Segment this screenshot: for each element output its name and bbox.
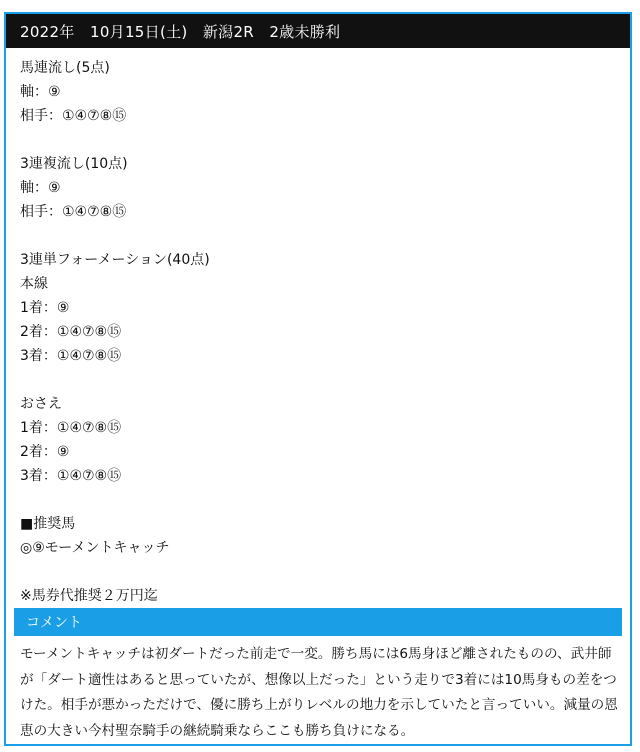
comment-text: モーメントキャッチは初ダートだった前走で一変。勝ち馬には6馬身ほど離されたものの、武井師が「ダート適性はあると思っていたが、想像以上だった」という走りで3着には10馬身もの差をつけた。相手が悪かっただけで、優に勝ち上がりレベルの地力を示していたと言っていい。減量の恩恵の大きい今村聖奈騎手の継続騎乗ならここも勝ち負けになる。 [20,646,618,739]
sanrentan-cover-first: 1着：①④⑦⑧⑮ [20,420,122,436]
sanrentan-main-first: 1着：⑨ [20,300,70,316]
race-header [6,14,630,48]
sanrenpuku-title: 3連複流し(10点) [20,156,128,172]
race-title: 2022年 10月15日(土) 新潟2R 2歳未勝利 [20,22,341,41]
umaren-axis: 軸：⑨ [20,84,61,100]
umaren-title: 馬連流し(5点) [20,60,110,76]
sanrentan-cover-label: おさえ [20,396,62,412]
sanrentan-cover-third: 3着：①④⑦⑧⑮ [20,468,122,484]
budget-note: ※馬券代推奨２万円迄 [20,588,158,604]
sanrentan-title: 3連単フォーメーション(40点) [20,252,210,268]
sanrentan-cover-second: 2着：⑨ [20,444,70,460]
umaren-partners: 相手：①④⑦⑧⑮ [20,108,127,124]
sanrentan-main-third: 3着：①④⑦⑧⑮ [20,348,122,364]
bets-section [6,48,630,608]
race-card [4,12,632,746]
sanrenpuku-axis: 軸：⑨ [20,180,61,196]
comment-label: コメント [26,615,82,631]
comment-header [14,608,622,636]
sanrentan-main-second: 2着：①④⑦⑧⑮ [20,324,122,340]
sanrentan-main-label: 本線 [20,276,48,292]
sanrenpuku-partners: 相手：①④⑦⑧⑮ [20,204,127,220]
recommend-label: ■推奨馬 [20,516,76,532]
recommend-horse: ◎⑨モーメントキャッチ [20,540,170,556]
